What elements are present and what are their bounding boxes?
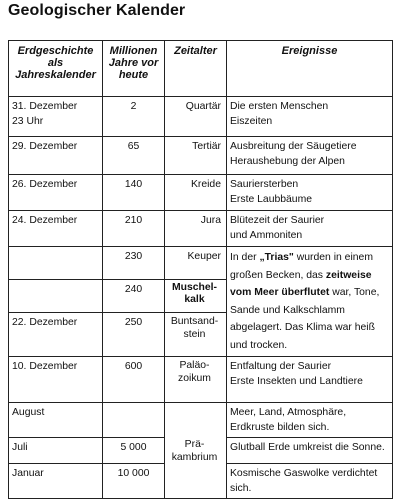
date-cell: 26. Dezember xyxy=(9,175,103,211)
events-cell: Glutball Erde umkreist die Sonne. xyxy=(227,438,393,464)
years-cell: 210 xyxy=(103,211,165,247)
era-cell: Keuper xyxy=(165,247,227,280)
trias-events-cell: In der „Trias" wurden in einem großen Becken, das zeitweise vom Meer überflutet war, Tone, Sande und Kalkschlamm abgelagert. Das Klima war heiß und trocken. xyxy=(227,247,393,357)
table-row xyxy=(9,97,393,137)
header-erdgeschichte: Erdgeschichte als Jahreskalender xyxy=(9,41,103,97)
date-cell xyxy=(9,280,103,313)
date-cell: 31. Dezember 23 Uhr xyxy=(9,97,103,137)
events-cell: Meer, Land, Atmosphäre, Erdkruste bilden sich. xyxy=(227,403,393,438)
header-zeitalter: Zeitalter xyxy=(165,41,227,97)
years-cell: 230 xyxy=(103,247,165,280)
header-row xyxy=(9,41,393,97)
events-cell: Ausbreitung der Säugetiere Heraushebung der Alpen xyxy=(227,137,393,175)
date-cell: 29. Dezember xyxy=(9,137,103,175)
years-cell: 240 xyxy=(103,280,165,313)
date-cell: Juli xyxy=(9,438,103,464)
years-cell: 2 xyxy=(103,97,165,137)
events-cell: Die ersten Menschen Eiszeiten xyxy=(227,97,393,137)
events-cell: Entfaltung der Saurier Erste Insekten und Landtiere xyxy=(227,357,393,403)
date-cell: 22. Dezember xyxy=(9,313,103,357)
era-cell: Quartär xyxy=(165,97,227,137)
date-cell: 24. Dezember xyxy=(9,211,103,247)
years-cell: 600 xyxy=(103,357,165,403)
geological-calendar-table xyxy=(8,40,393,499)
header-ereignisse: Ereignisse xyxy=(227,41,393,97)
date-cell: August xyxy=(9,403,103,438)
events-cell: Blütezeit der Saurier und Ammoniten xyxy=(227,211,393,247)
table-row xyxy=(9,211,393,247)
table-row xyxy=(9,247,393,280)
years-cell: 10 000 xyxy=(103,464,165,499)
events-cell: Sauriersterben Erste Laubbäume xyxy=(227,175,393,211)
events-cell: Kosmische Gaswolke verdichtet sich. xyxy=(227,464,393,499)
years-cell: 65 xyxy=(103,137,165,175)
era-cell: Jura xyxy=(165,211,227,247)
era-cell: Paläo- zoikum xyxy=(165,357,227,403)
era-cell: Kreide xyxy=(165,175,227,211)
date-cell: Januar xyxy=(9,464,103,499)
praekambrium-era-cell: Prä- kambrium xyxy=(165,403,227,499)
date-cell xyxy=(9,247,103,280)
page-title: Geologischer Kalender xyxy=(8,2,186,19)
table-row xyxy=(9,137,393,175)
years-cell: 5 000 xyxy=(103,438,165,464)
years-cell xyxy=(103,403,165,438)
era-cell: Buntsand- stein xyxy=(165,313,227,357)
years-cell: 250 xyxy=(103,313,165,357)
header-millionen-jahre: Millionen Jahre vor heute xyxy=(103,41,165,97)
date-cell: 10. Dezember xyxy=(9,357,103,403)
years-cell: 140 xyxy=(103,175,165,211)
era-cell: Muschel- kalk xyxy=(165,280,227,313)
era-cell: Tertiär xyxy=(165,137,227,175)
table-row xyxy=(9,357,393,403)
table-row xyxy=(9,403,393,438)
table-row xyxy=(9,175,393,211)
